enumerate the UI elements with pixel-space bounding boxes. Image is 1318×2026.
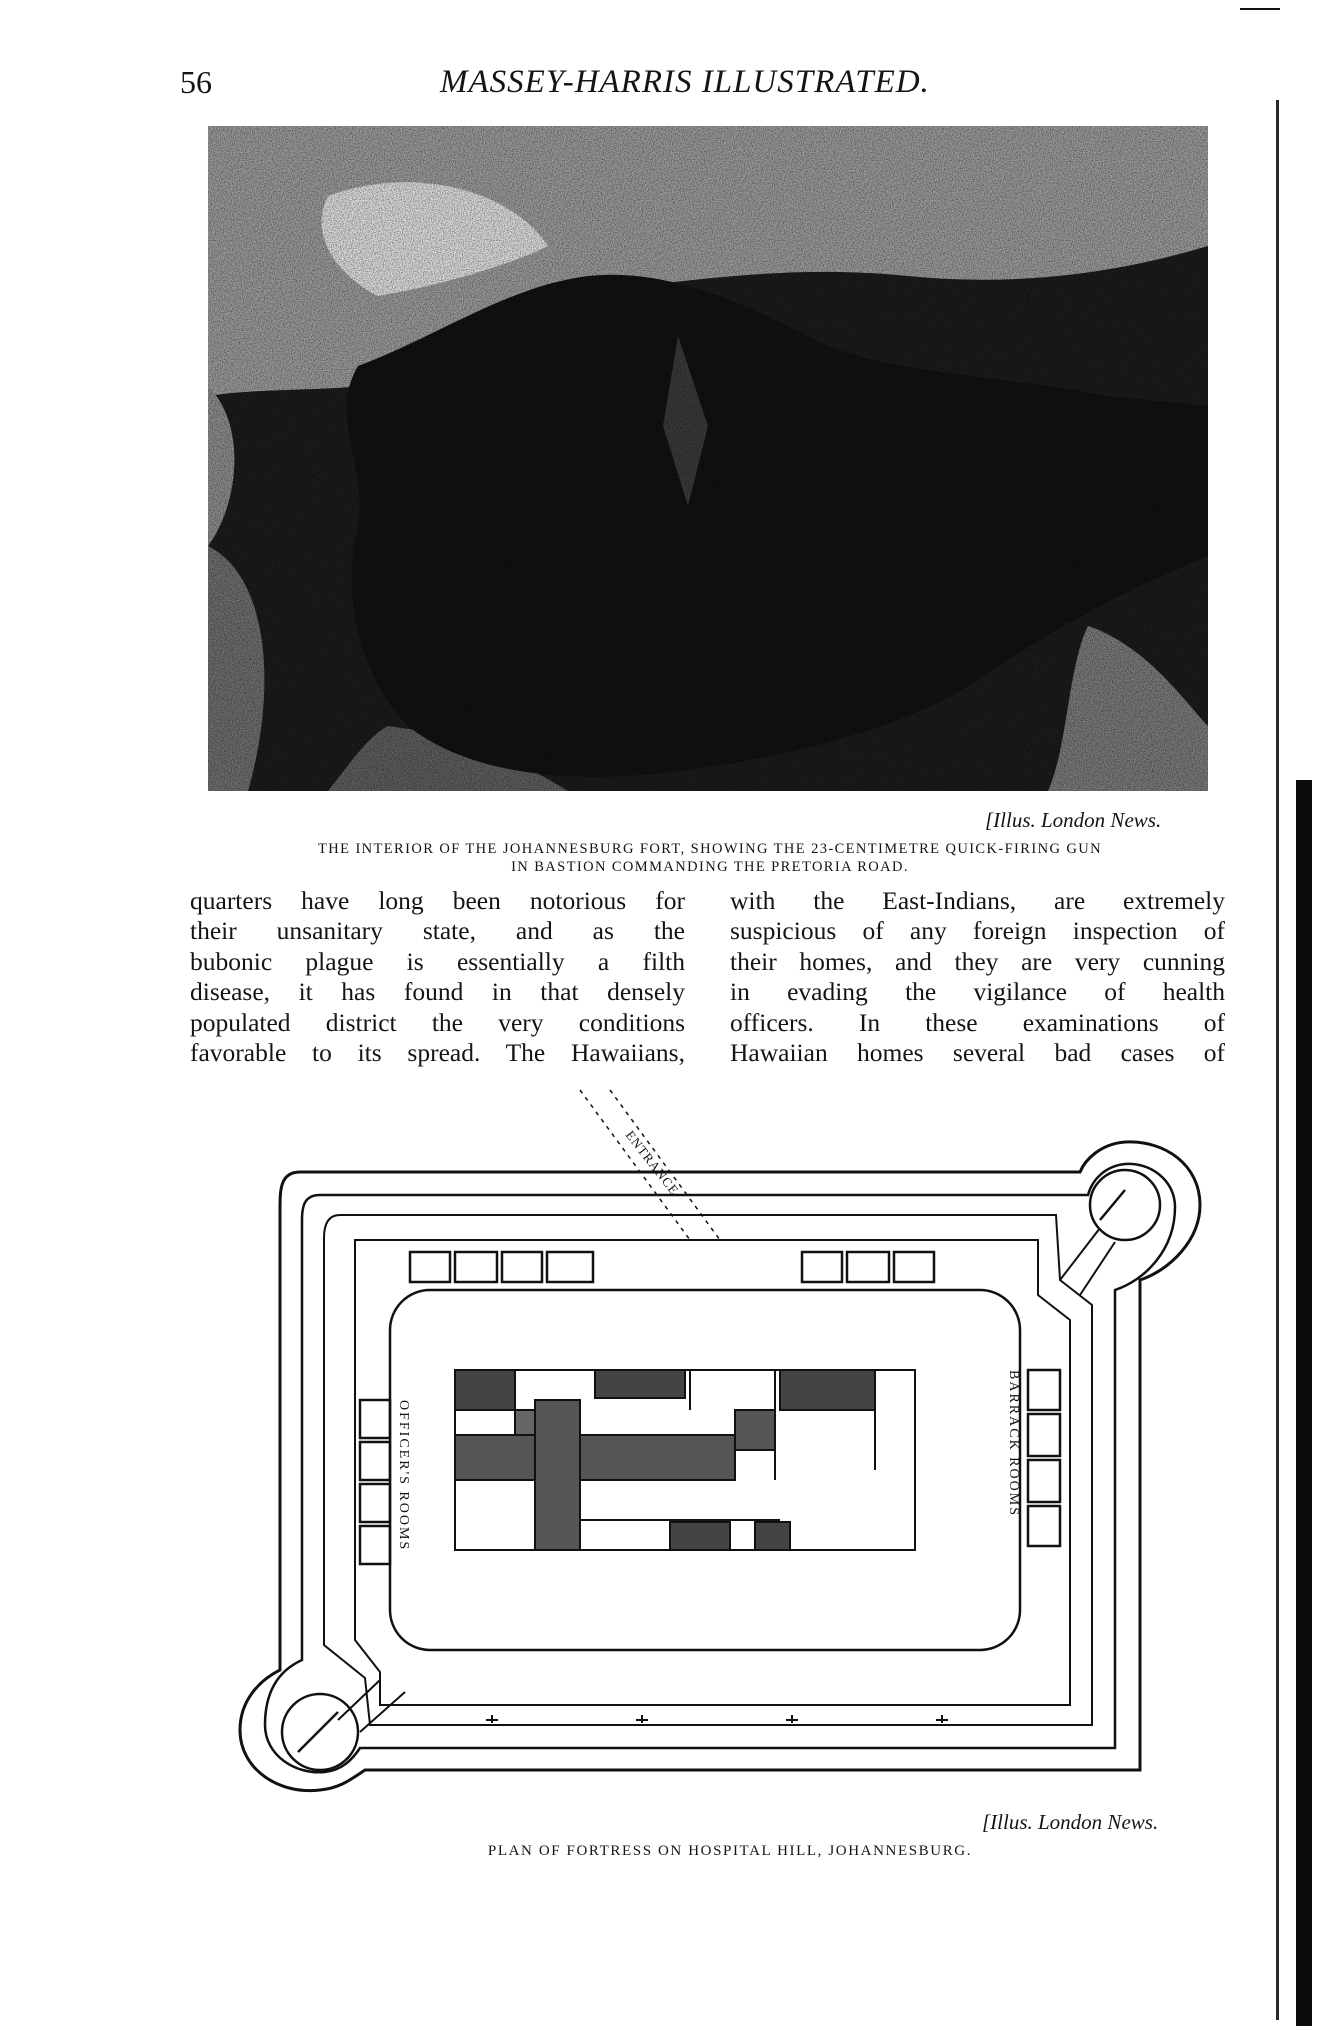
text-line: suspicious of any foreign inspection of xyxy=(730,916,1225,946)
edge-rule xyxy=(1276,100,1279,2020)
photo-credit: [Illus. London News. xyxy=(985,808,1162,832)
page-number: 56 xyxy=(180,64,212,100)
photo-caption-line: IN BASTION COMMANDING THE PRETORIA ROAD. xyxy=(511,859,909,875)
top-rooms xyxy=(410,1252,934,1282)
photo-caption xyxy=(205,840,1215,876)
text-line: quarters have long been notorious for xyxy=(190,886,685,915)
edge-shadow xyxy=(1296,780,1312,2026)
text-line: disease, it has found in that densely xyxy=(190,977,685,1007)
text-line: officers. In these examinations of xyxy=(730,1007,1225,1037)
fort-interior-photo xyxy=(208,126,1208,791)
barrack-rooms xyxy=(1028,1370,1060,1546)
officers-rooms-label: OFFICER'S ROOMS xyxy=(396,1400,411,1552)
text-line: populated district the very conditions xyxy=(190,1007,685,1037)
corner-mark xyxy=(1240,8,1280,10)
plan-caption: PLAN OF FORTRESS ON HOSPITAL HILL, JOHANNESBURG. xyxy=(487,1843,973,1859)
running-title: MASSEY-HARRIS ILLUSTRATED. xyxy=(440,64,930,100)
officers-rooms xyxy=(360,1400,390,1564)
body-column-right xyxy=(730,886,1225,1068)
bastion-top-right xyxy=(1060,1170,1160,1295)
south-guns xyxy=(486,1715,948,1723)
photo-caption-line: THE INTERIOR OF THE JOHANNESBURG FORT, SHOWING THE 23-CENTIMETRE QUICK-FIRING GUN xyxy=(318,841,1102,857)
central-buildings xyxy=(455,1370,915,1550)
text-line: favorable to its spread. The Hawaiians, xyxy=(190,1038,685,1068)
text-line: their homes, and they are very cunning xyxy=(730,946,1225,976)
text-line: their unsanitary state, and as the xyxy=(190,916,685,946)
fortress-plan xyxy=(220,1080,1240,1800)
barrack-rooms-label: BARRACK ROOMS xyxy=(1006,1370,1021,1517)
entrance-label: ENTRANCE xyxy=(622,1127,683,1198)
text-line: Hawaiian homes several bad cases of xyxy=(730,1038,1225,1068)
body-column-left xyxy=(190,886,685,1068)
plan-credit: [Illus. London News. xyxy=(982,1810,1159,1834)
text-line: in evading the vigilance of health xyxy=(730,977,1225,1007)
text-line: bubonic plague is essentially a filth xyxy=(190,946,685,976)
text-line: with the East-Indians, are extremely xyxy=(730,886,1225,915)
